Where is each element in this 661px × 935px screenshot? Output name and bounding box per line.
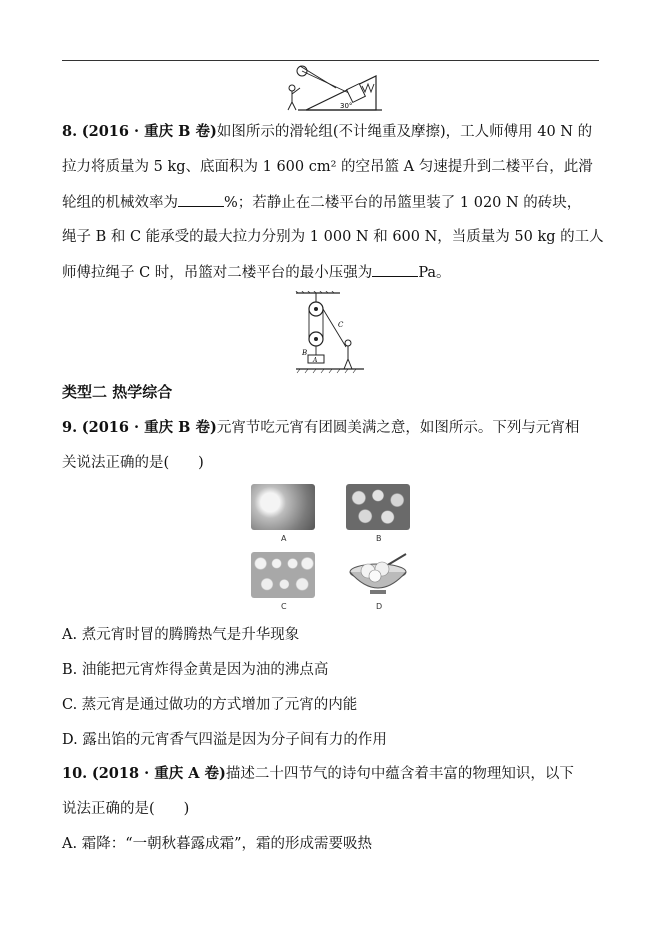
q8-text-5b: Pa。: [418, 265, 451, 281]
q8-text-3a: 轮组的机械效率为: [62, 195, 178, 211]
q8-number: 8.: [62, 123, 78, 140]
label-c: C: [338, 321, 344, 329]
photo-steamed-yuanxiao: [251, 552, 315, 598]
q9-number: 9.: [62, 419, 78, 436]
q8-line-3: [62, 192, 581, 213]
photo-label-b: B: [376, 534, 382, 543]
q8-text-1: 如图所示的滑轮组(不计绳重及摩擦)，工人师傅用 40 N 的: [216, 124, 593, 140]
q8-line-1: [62, 122, 592, 142]
answer-blank-efficiency[interactable]: [178, 192, 224, 207]
q8-text-3b: %；若静止在二楼平台的吊篮里装了 1 020 N 的砖块，: [224, 195, 582, 211]
q9-option-c[interactable]: C. 蒸元宵是通过做功的方式增加了元宵的内能: [62, 697, 358, 713]
q8-source: (2016 · 重庆 B 卷): [81, 123, 217, 140]
photo-fried-yuanxiao: [346, 484, 410, 530]
q9-line-1: [62, 418, 579, 438]
q8-line-4: 绳子 B 和 C 能承受的最大拉力分别为 1 000 N 和 600 N，当质量为 50 kg 的工人: [62, 229, 604, 245]
section-heading: 类型二 热学综合: [62, 383, 173, 401]
q10-source: (2018 · 重庆 A 卷): [91, 765, 226, 782]
q8-line-2: 拉力将质量为 5 kg、底面积为 1 600 cm² 的空吊篮 A 匀速提升到二楼平台，此滑: [62, 159, 593, 175]
q9-line-2: 关说法正确的是( ): [62, 455, 204, 471]
label-b: B: [302, 349, 308, 357]
incline-pulley-figure: [276, 62, 386, 112]
label-a: A: [313, 357, 318, 364]
top-rule: [62, 60, 599, 61]
photo-label-d: D: [376, 602, 383, 611]
q9-option-a[interactable]: A. 煮元宵时冒的腾腾热气是升华现象: [62, 627, 300, 643]
q9-source: (2016 · 重庆 B 卷): [81, 419, 217, 436]
answer-blank-pressure[interactable]: [372, 262, 418, 277]
q9-option-b[interactable]: B. 油能把元宵炸得金黄是因为油的沸点高: [62, 662, 329, 678]
q9-text-1: 元宵节吃元宵有团圆美满之意，如图所示。下列与元宵相: [216, 420, 580, 436]
q10-text-1: 描述二十四节气的诗句中蕴含着丰富的物理知识，以下: [225, 766, 574, 782]
photo-bowl-yuanxiao: [346, 552, 410, 598]
q8-text-5a: 师傅拉绳子 C 时，吊篮对二楼平台的最小压强为: [62, 265, 373, 281]
q10-number: 10.: [62, 765, 88, 782]
angle-label: 30°: [340, 102, 353, 110]
q10-option-a[interactable]: A. 霜降：“一朝秋暮露成霜”，霜的形成需要吸热: [62, 836, 373, 852]
q9-option-d[interactable]: D. 露出馅的元宵香气四溢是因为分子间有力的作用: [62, 732, 387, 748]
q10-line-2: 说法正确的是( ): [62, 801, 190, 817]
photo-label-a: A: [281, 534, 287, 543]
photo-boiling-yuanxiao: [251, 484, 315, 530]
pulley-system-figure: [294, 291, 366, 375]
photo-label-c: C: [281, 602, 287, 611]
q10-line-1: [62, 764, 574, 784]
q8-line-5: [62, 262, 451, 283]
